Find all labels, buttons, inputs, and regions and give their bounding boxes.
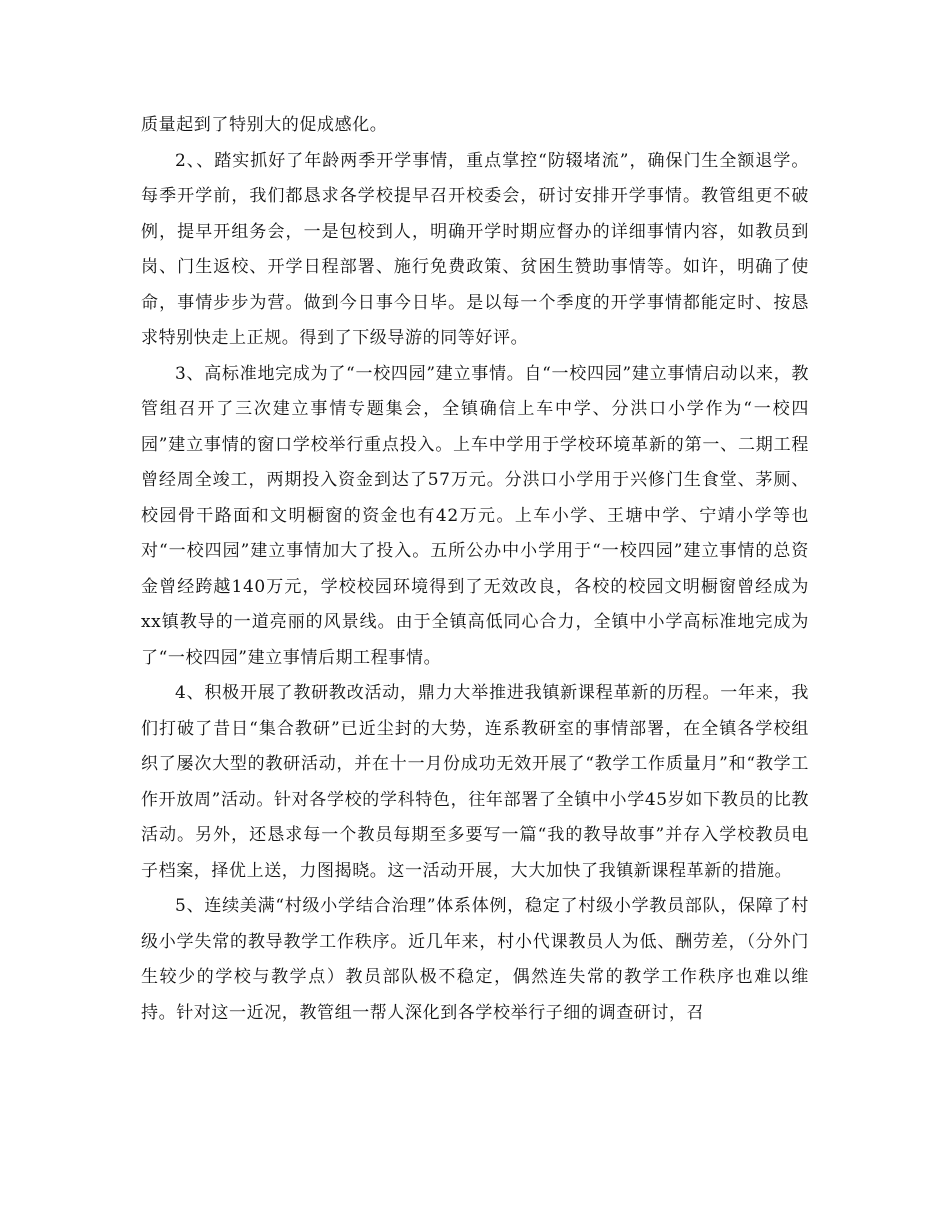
paragraph-continuation: 质量起到了特别大的促成感化。 <box>141 115 388 135</box>
paragraph-item-3: 3、高标准地完成为了“一校四园”建立事情。自“一校四园”建立事情启动以来，教管组召开了三次建立事情专题集会，全镇确信上车中学、分洪口小学作为“一校四园”建立事情的窗口学校举行重点投入。上车中学用于学校环境革新的第一、二期工程曾经周全竣工，两期投入资金到达了57万元。分洪口小学用于兴修门生食堂、茅厕、校园骨干路面和文明橱窗的资金也有42万元。上车小学、王塘中学、宁靖小学等也对“一校四园”建立事情加大了投入。五所公办中小学用于“一校四园”建立事情的总资金曾经跨越140万元，学校校园环境得到了无效改良，各校的校园文明橱窗曾经成为xx镇教导的一道亮丽的风景线。由于全镇高低同心合力，全镇中小学高标准地完成为了“一校四园”建立事情后期工程事情。 <box>141 363 809 668</box>
paragraph-item-4: 4、积极开展了教研教改活动，鼎力大举推进我镇新课程革新的历程。一年来，我们打破了昔日“集合教研”已近尘封的大势，连系教研室的事情部署，在全镇各学校组织了屡次大型的教研活动，并在十一月份成功无效开展了“教学工作质量月”和“教学工作开放周”活动。针对各学校的学科特色，往年部署了全镇中小学45岁如下教员的比教活动。另外，还恳求每一个教员每期至多要写一篇“我的教导故事”并存入学校教员电子档案，择优上送，力图揭晓。这一活动开展，大大加快了我镇新课程革新的措施。 <box>141 683 809 881</box>
document-body <box>141 108 809 1031</box>
paragraph-item-2: 2、、踏实抓好了年龄两季开学事情，重点掌控“防辍堵流”，确保门生全额退学。每季开学前，我们都恳求各学校提早召开校委会，研讨安排开学事情。教管组更不破例，提早开组务会，一是包校到人，明确开学时期应督办的详细事情内容，如教员到岗、门生返校、开学日程部署、施行免费政策、贫困生赞助事情等。如许，明确了使命，事情步步为营。做到今日事今日毕。是以每一个季度的开学事情都能定时、按恳求特别快走上正规。得到了下级导游的同等好评。 <box>141 150 809 348</box>
paragraph-item-5: 5、连续美满“村级小学结合治理”体系体例，稳定了村级小学教员部队，保障了村级小学失常的教导教学工作秩序。近几年来，村小代课教员人为低、酬劳差，（分外门生较少的学校与教学点）教员部队极不稳定，偶然连失常的教学工作秩序也难以维持。针对这一近况，教管组一帮人深化到各学校举行子细的调查研讨，召 <box>141 896 809 1023</box>
